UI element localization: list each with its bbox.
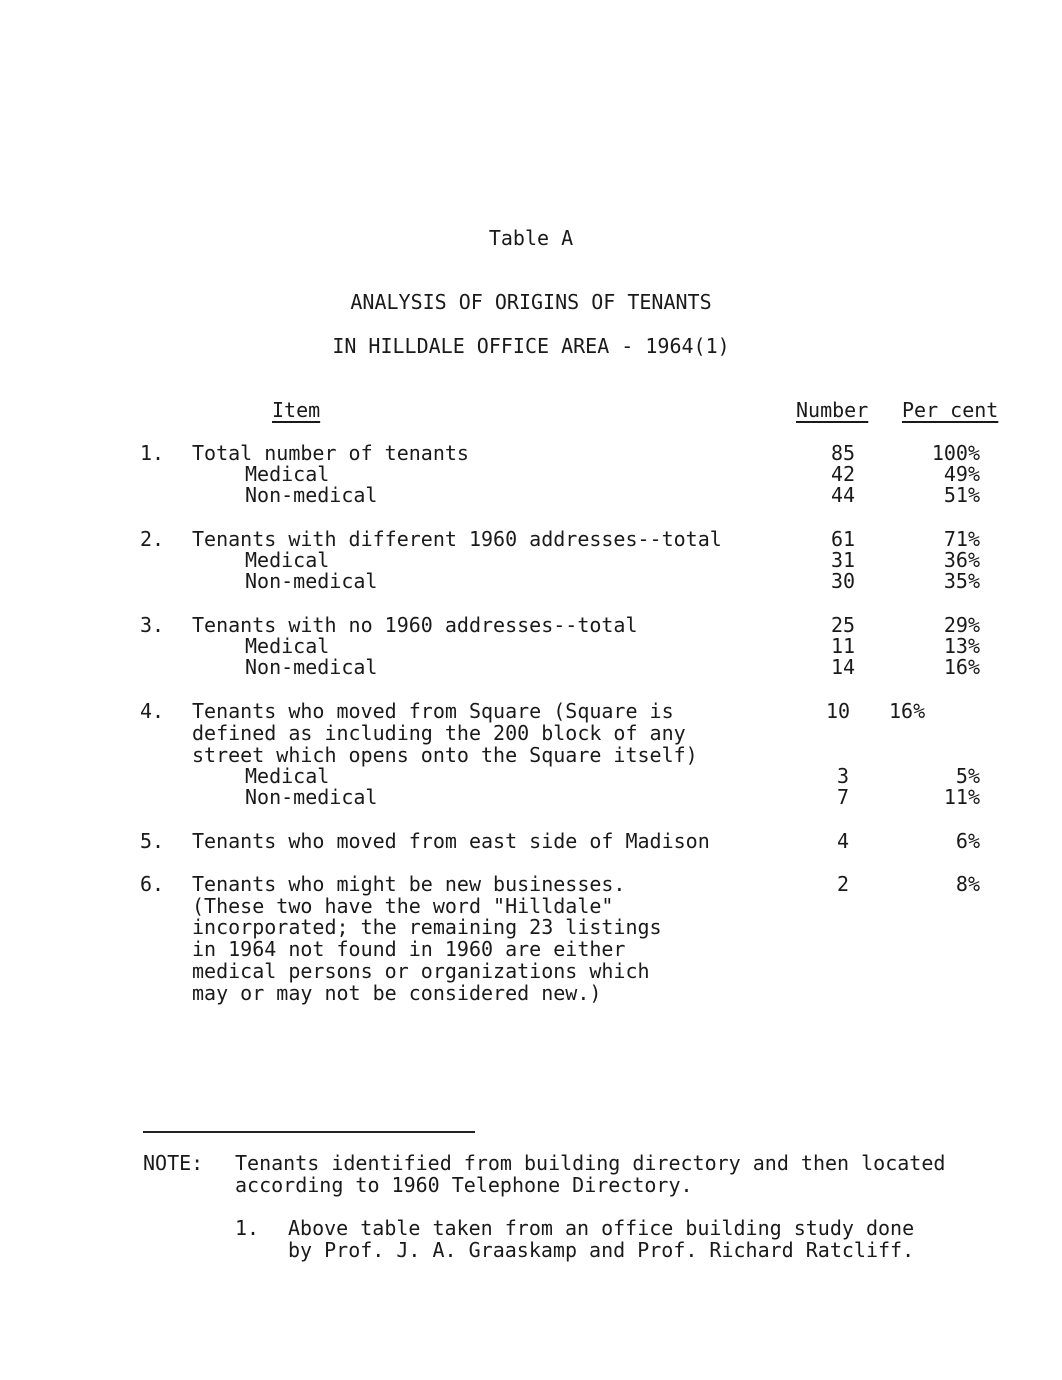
row-1-label: Total number of tenants <box>192 441 469 465</box>
row-3-number: 25 <box>830 613 856 637</box>
row-4-medical-percent: 5% <box>955 764 980 788</box>
row-2-index: 2. <box>140 527 165 551</box>
row-3-medical-label: Medical <box>245 634 330 658</box>
row-4-percent: 16% <box>889 699 926 723</box>
row-6-label-line4: in 1964 not found in 1960 are either <box>192 937 626 961</box>
row-2-percent: 71% <box>943 527 980 551</box>
row-1-nonmedical-percent: 51% <box>943 483 980 507</box>
note-label: NOTE: <box>143 1151 204 1175</box>
row-3-nonmedical-number: 14 <box>830 655 856 679</box>
row-2-label: Tenants with different 1960 addresses--total <box>192 527 722 551</box>
row-4-nonmedical-percent: 11% <box>943 785 980 809</box>
row-4-nonmedical-number: 7 <box>836 785 850 809</box>
footnote-index: 1. <box>235 1216 260 1240</box>
row-1-medical-number: 42 <box>830 462 856 486</box>
row-2-nonmedical-percent: 35% <box>943 569 980 593</box>
row-4-medical-number: 3 <box>836 764 850 788</box>
row-1-medical-label: Medical <box>245 462 330 486</box>
row-6-label-line5: medical persons or organizations which <box>192 959 650 983</box>
note-line2: according to 1960 Telephone Directory. <box>235 1173 693 1197</box>
footnote-line1: Above table taken from an office building study done <box>288 1216 915 1240</box>
row-6-label-line3: incorporated; the remaining 23 listings <box>192 915 662 939</box>
table-label: Table A <box>488 226 574 250</box>
note-line1: Tenants identified from building directory and then located <box>235 1151 946 1175</box>
table-title-line1: ANALYSIS OF ORIGINS OF TENANTS <box>350 290 712 314</box>
column-header-percent: Per cent <box>902 398 999 422</box>
row-6-number: 2 <box>836 872 850 896</box>
row-1-percent: 100% <box>931 441 980 465</box>
row-4-number: 10 <box>825 699 851 723</box>
column-header-number: Number <box>796 398 869 422</box>
row-3-label: Tenants with no 1960 addresses--total <box>192 613 638 637</box>
row-2-medical-percent: 36% <box>943 548 980 572</box>
row-4-nonmedical-label: Non-medical <box>245 785 378 809</box>
row-2-nonmedical-number: 30 <box>830 569 856 593</box>
row-4-medical-label: Medical <box>245 764 330 788</box>
row-6-label-line6: may or may not be considered new.) <box>192 981 602 1005</box>
row-4-index: 4. <box>140 699 165 723</box>
row-6-percent: 8% <box>955 872 980 896</box>
row-5-index: 5. <box>140 829 165 853</box>
row-6-index: 6. <box>140 872 165 896</box>
footnote-line2: by Prof. J. A. Graaskamp and Prof. Richard Ratcliff. <box>288 1238 915 1262</box>
row-4-label-line1: Tenants who moved from Square (Square is <box>192 699 674 723</box>
row-4-label-line3: street which opens onto the Square itself) <box>192 743 698 767</box>
row-1-nonmedical-label: Non-medical <box>245 483 378 507</box>
row-2-medical-number: 31 <box>830 548 856 572</box>
row-3-medical-percent: 13% <box>943 634 980 658</box>
row-1-nonmedical-number: 44 <box>830 483 856 507</box>
row-5-number: 4 <box>836 829 850 853</box>
row-2-number: 61 <box>830 527 856 551</box>
row-2-nonmedical-label: Non-medical <box>245 569 378 593</box>
row-1-number: 85 <box>830 441 856 465</box>
row-3-index: 3. <box>140 613 165 637</box>
column-header-item: Item <box>272 398 321 422</box>
row-2-medical-label: Medical <box>245 548 330 572</box>
row-3-medical-number: 11 <box>830 634 856 658</box>
row-5-label: Tenants who moved from east side of Madison <box>192 829 710 853</box>
row-6-label-line2: (These two have the word "Hilldale" <box>192 894 614 918</box>
table-title-line2: IN HILLDALE OFFICE AREA - 1964(1) <box>332 334 730 358</box>
row-3-percent: 29% <box>943 613 980 637</box>
row-3-nonmedical-label: Non-medical <box>245 655 378 679</box>
footnote-divider <box>143 1131 475 1133</box>
row-6-label-line1: Tenants who might be new businesses. <box>192 872 626 896</box>
row-4-label-line2: defined as including the 200 block of any <box>192 721 686 745</box>
row-5-percent: 6% <box>955 829 980 853</box>
row-3-nonmedical-percent: 16% <box>943 655 980 679</box>
row-1-index: 1. <box>140 441 165 465</box>
row-1-medical-percent: 49% <box>943 462 980 486</box>
